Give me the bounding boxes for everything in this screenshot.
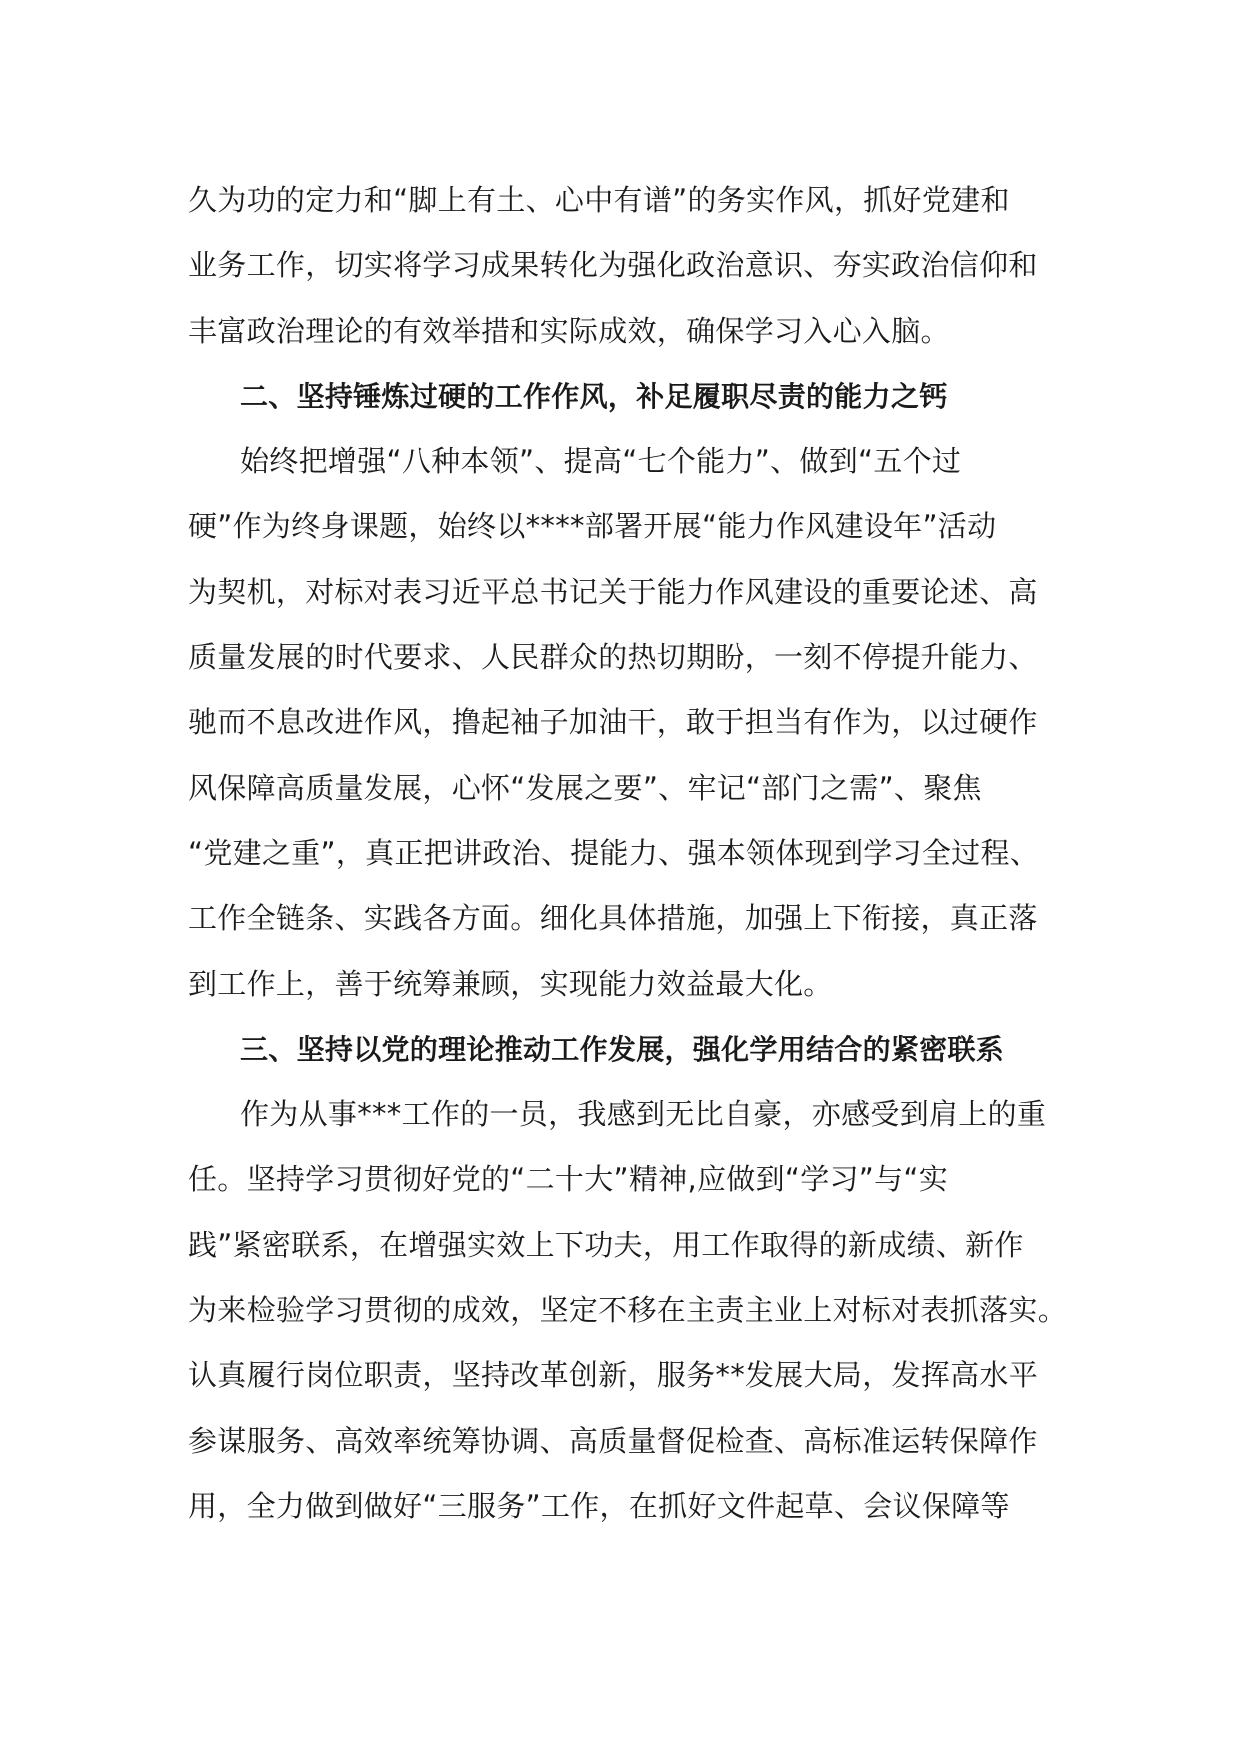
paragraph-line: 硬”作为终身课题，始终以****部署开展“能力作风建设年”活动 — [188, 509, 997, 544]
paragraph-line: 质量发展的时代要求、人民群众的热切期盼，一刻不停提升能力、 — [188, 640, 1038, 675]
paragraph-line: 为契机，对标对表习近平总书记关于能力作风建设的重要论述、高 — [188, 574, 1038, 609]
paragraph-line: 用，全力做到做好“三服务”工作，在抓好文件起草、会议保障等 — [188, 1488, 1010, 1523]
paragraph-line: 作为从事***工作的一员，我感到无比自豪，亦感受到肩上的重 — [240, 1097, 1047, 1132]
paragraph-line: 到工作上，善于统筹兼顾，实现能力效益最大化。 — [188, 966, 833, 1001]
section-heading: 二、坚持锤炼过硬的工作作风，补足履职尽责的能力之钙 — [240, 379, 948, 413]
paragraph-line: “党建之重”，真正把讲政治、提能力、强本领体现到学习全过程、 — [188, 835, 1040, 870]
paragraph-line: 久为功的定力和“脚上有土、心中有谱”的务实作风，抓好党建和 — [188, 183, 1010, 217]
paragraph-line: 参谋服务、高效率统筹协调、高质量督促检查、高标准运转保障作 — [188, 1423, 1038, 1458]
paragraph-line: 业务工作，切实将学习成果转化为强化政治意识、夯实政治信仰和 — [188, 248, 1038, 283]
paragraph-line: 任。坚持学习贯彻好党的“二十大”精神,应做到“学习”与“实 — [188, 1162, 949, 1197]
paragraph-line: 为来检验学习贯彻的成效，坚定不移在主责主业上对标对表抓落实。 — [188, 1293, 1068, 1328]
paragraph-line: 践”紧密联系，在增强实效上下功夫，用工作取得的新成绩、新作 — [188, 1227, 1024, 1262]
document-body — [188, 168, 1068, 1539]
paragraph-line: 工作全链条、实践各方面。细化具体措施，加强上下衔接，真正落 — [188, 901, 1038, 936]
paragraph-line: 风保障高质量发展，心怀“发展之要”、牢记“部门之需”、聚焦 — [188, 770, 982, 805]
paragraph-line: 认真履行岗位职责，坚持改革创新，服务**发展大局，发挥高水平 — [188, 1358, 1039, 1393]
section-heading: 三、坚持以党的理论推动工作发展，强化学用结合的紧密联系 — [240, 1032, 1005, 1066]
paragraph-line: 丰富政治理论的有效举措和实际成效，确保学习入心入脑。 — [188, 313, 950, 348]
paragraph-line: 驰而不息改进作风，撸起袖子加油干，敢于担当有作为，以过硬作 — [188, 705, 1038, 740]
paragraph-line: 始终把增强“八种本领”、提高“七个能力”、做到“五个过 — [240, 444, 962, 479]
